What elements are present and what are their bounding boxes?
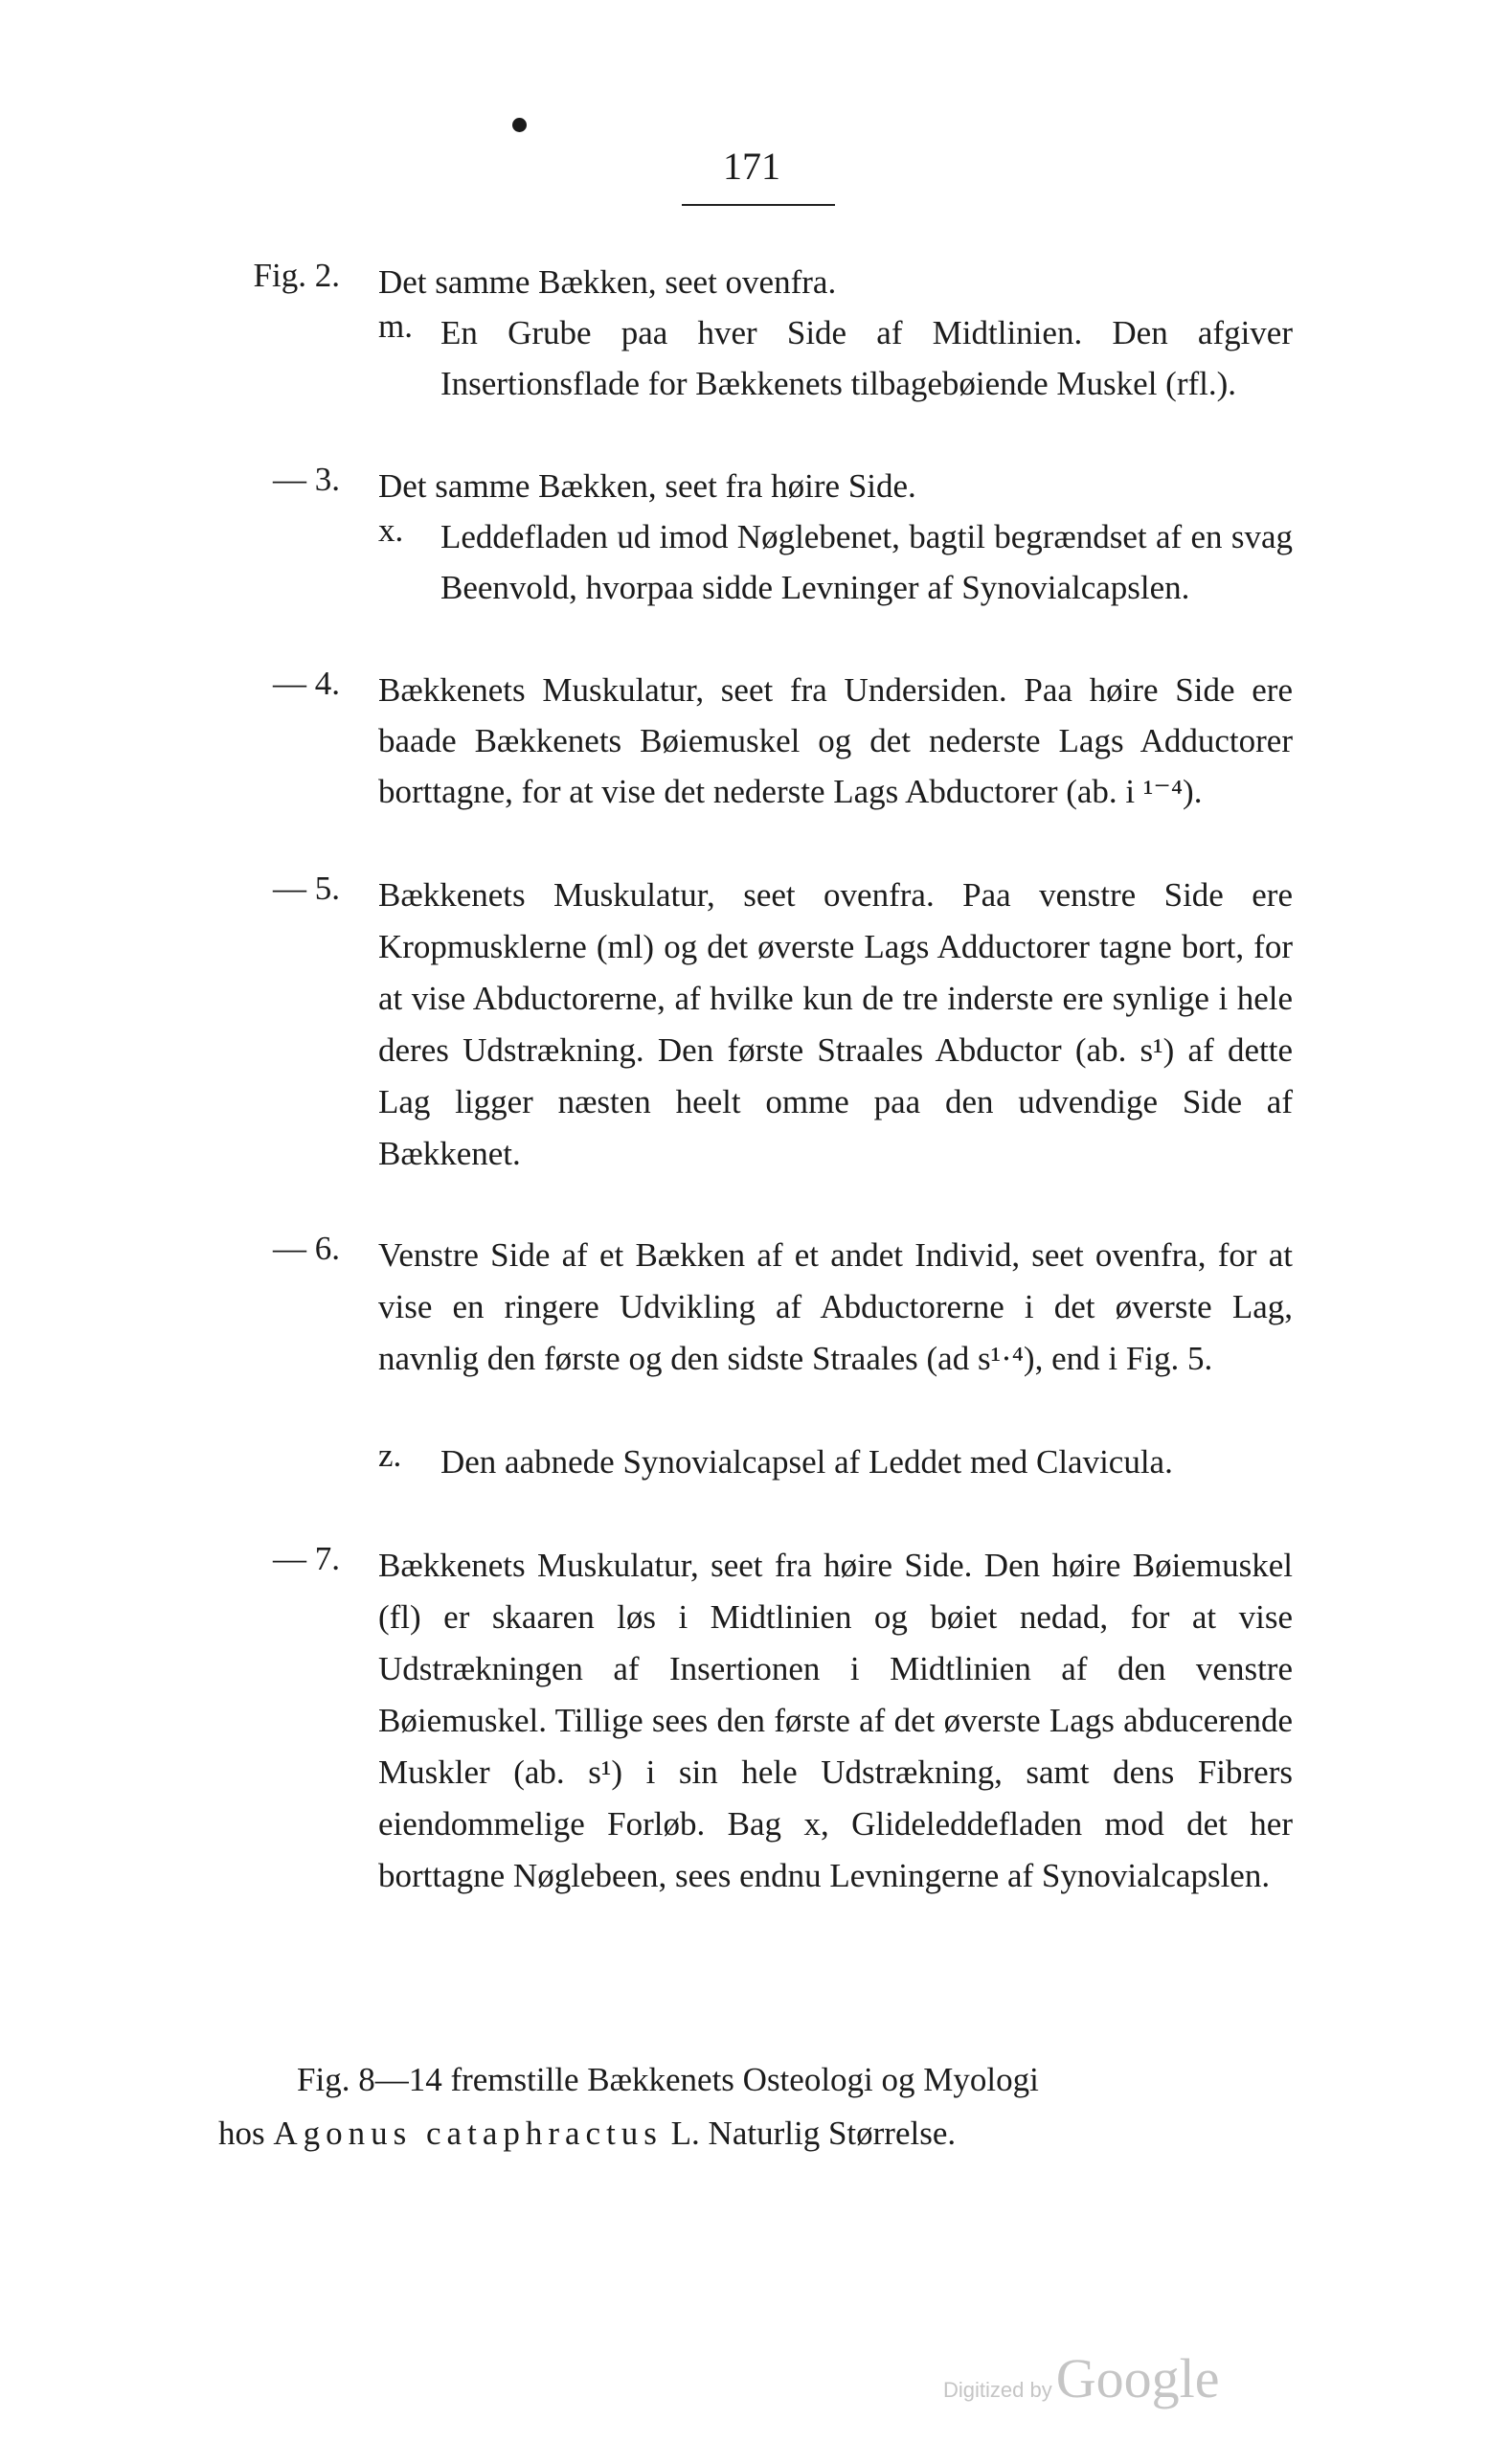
caption-line-1: Fig. 8—14 fremstille Bækkenets Osteologi og Myologi	[297, 2061, 1039, 2098]
sub-item-description: Leddefladen ud imod Nøglebenet, bagtil begrændset af en svag Beenvold, hvorpaa sidde Levninger af Synovialcapslen.	[440, 518, 1293, 606]
watermark-prefix: Digitized by	[943, 2378, 1052, 2402]
figure-label: Fig. 2.	[253, 257, 340, 294]
figure-description: Det samme Bækken, seet ovenfra.	[378, 263, 837, 301]
figure-label: — 6.	[273, 1230, 340, 1267]
figure-label: — 5.	[273, 870, 340, 907]
watermark-brand: Google	[1055, 2347, 1220, 2409]
caption-line-2	[218, 2115, 1320, 2153]
caption-line-2-end: L. Naturlig Størrelse.	[670, 2115, 957, 2152]
species-name: Agonus cataphractus	[273, 2115, 663, 2152]
ink-dot	[512, 118, 527, 132]
page-number: 171	[723, 145, 780, 188]
figure-description: Det samme Bækken, seet fra høire Side.	[378, 467, 916, 505]
digitized-watermark	[943, 2346, 1219, 2410]
figure-description: Bækkenets Muskulatur, seet fra høire Side. Den høire Bøiemuskel (fl) er skaaren løs i Midtlinien og bøiet nedad, for at vise Udstrækningen af Insertionen i Midtlinien af den venstre Bøiemuskel. Tillige sees den første af det øverste Lags abducerende Muskler (ab. s¹) i sin hele Udstrækning, samt dens Fibrers eiendommelige Forløb. Bag x, Glideleddefladen mod det her borttagne Nøglebeen, sees endnu Levningerne af Synovialcapslen.	[378, 1547, 1293, 1894]
figure-label: — 7.	[273, 1540, 340, 1577]
sub-item-label: z.	[378, 1436, 402, 1474]
figure-description: Bækkenets Muskulatur, seet fra Undersiden. Paa høire Side ere baade Bækkenets Bøiemuskel og det nederste Lags Adductorer borttagne, for at vise det nederste Lags Abductorer (ab. i ¹⁻⁴).	[378, 671, 1293, 810]
page-number-rule	[682, 204, 835, 206]
sub-item-description: Den aabnede Synovialcapsel af Leddet med Clavicula.	[440, 1443, 1173, 1481]
caption-line-2-start: hos	[218, 2115, 265, 2152]
sub-item-label: x.	[378, 511, 404, 549]
sub-item-description: En Grube paa hver Side af Midtlinien. Den afgiver Insertionsflade for Bækkenets tilbagebøiende Muskel (rfl.).	[440, 314, 1293, 402]
figure-label: — 4.	[273, 665, 340, 702]
figure-label: — 3.	[273, 461, 340, 498]
figure-description: Venstre Side af et Bækken af et andet Individ, seet ovenfra, for at vise en ringere Udvikling af Abductorerne i det øverste Lag, navnlig den første og den sidste Straales (ad s¹·⁴), end i Fig. 5.	[378, 1236, 1293, 1377]
figure-description: Bækkenets Muskulatur, seet ovenfra. Paa venstre Side ere Kropmusklerne (ml) og det øverste Lags Adductorer tagne bort, for at vise Abductorerne, af hvilke kun de tre inderste ere synlige i hele deres Udstrækning. Den første Straales Abductor (ab. s¹) af dette Lag ligger næsten heelt omme paa den udvendige Side af Bækkenet.	[378, 876, 1293, 1172]
sub-item-label: m.	[378, 307, 413, 345]
